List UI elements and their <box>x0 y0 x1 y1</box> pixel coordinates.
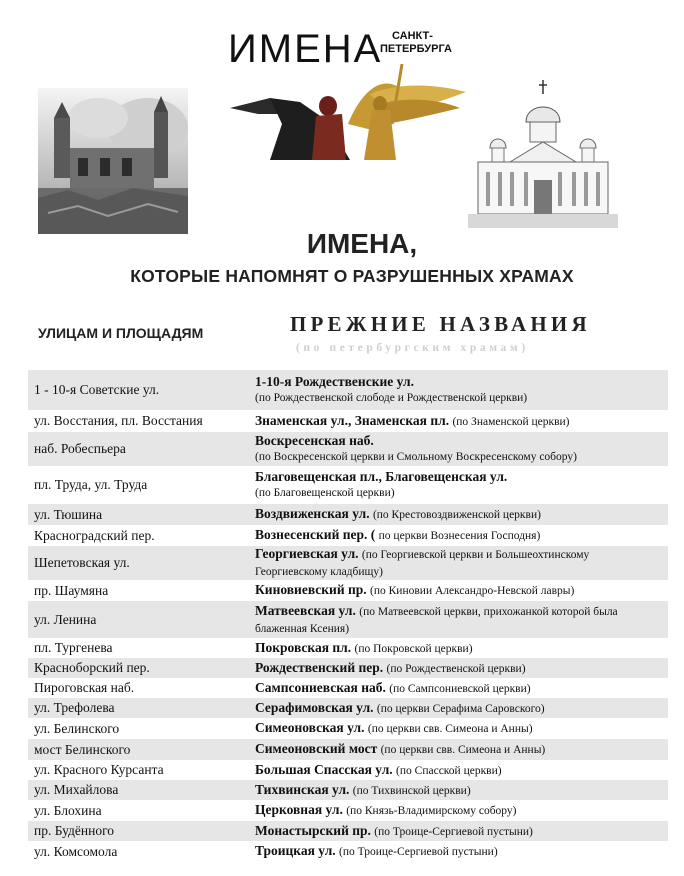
table-row <box>28 821 668 841</box>
former-name-origin-note: (по Воскресенской церкви и Смольному Воскресенскому собору) <box>255 451 577 463</box>
new-street-name: Пироговская наб. <box>34 680 135 695</box>
former-name-cell <box>255 640 668 657</box>
new-street-name: ул. Восстания, пл. Восстания <box>34 413 203 428</box>
table-row <box>28 504 668 525</box>
former-street-name: Троицкая ул. <box>255 843 336 858</box>
former-street-name: Вознесенский пер. ( <box>255 527 376 542</box>
table-row <box>28 466 668 504</box>
former-name-cell <box>255 506 668 523</box>
former-name-cell <box>255 680 668 697</box>
headline <box>0 228 684 288</box>
former-street-name: Сампсониевская наб. <box>255 679 386 695</box>
new-street-name: ул. Белинского <box>34 720 120 736</box>
former-street-name: Знаменская ул., Знаменская пл. <box>255 412 450 428</box>
former-name-origin-note: (по Троице-Сергиевой пустыни) <box>339 846 498 858</box>
headline-subtitle: КОТОРЫЕ НАПОМНЯТ О РАЗРУШЕННЫХ ХРАМАХ <box>130 266 574 286</box>
former-street-name: Матвеевская ул. <box>255 602 356 618</box>
former-street-name: Воскресенская наб. <box>255 433 374 448</box>
former-name-origin-note: (по Георгиевской церкви и Большеохтинскому Георгиевскому кладбищу) <box>255 549 590 578</box>
table-row <box>28 546 668 580</box>
former-name-origin-note: (по Рождественской слободе и Рождественской церкви) <box>255 392 528 404</box>
former-name-origin-note: по церкви Вознесения Господня) <box>378 530 541 542</box>
former-street-name: 1-10-я Рождественские ул. <box>255 374 414 389</box>
former-name-origin-note: (по Спасской церкви) <box>396 764 502 777</box>
table-row <box>28 601 668 638</box>
former-name-origin-note: (по Сампсониевской церкви) <box>389 682 531 695</box>
former-name-origin-note: (по Крестовоздвиженской церкви) <box>372 509 541 521</box>
table-row <box>28 580 668 601</box>
table-row <box>28 698 668 718</box>
former-street-name: Покровская пл. <box>255 639 352 655</box>
ruined-church-photo <box>38 88 188 234</box>
former-name-cell <box>255 527 668 544</box>
new-street-name: ул. Тюшина <box>34 506 103 522</box>
table-row <box>28 780 668 800</box>
former-street-name: Церковная ул. <box>255 802 343 817</box>
former-street-name: Тихвинская ул. <box>255 781 350 797</box>
new-street-name: Красноборский пер. <box>34 660 150 675</box>
new-street-name: пл. Труда, ул. Труда <box>34 477 148 492</box>
former-name-origin-note: (по Князь-Владимирскому собору) <box>346 805 517 817</box>
former-street-name: Рождественский пер. <box>255 659 384 675</box>
former-name-origin-note: (по Знаменской церкви) <box>452 415 570 428</box>
former-name-cell <box>255 582 668 599</box>
table-row <box>28 432 668 466</box>
former-street-name: Симеоновский мост <box>255 741 378 756</box>
new-street-name: пр. Будённого <box>34 823 115 838</box>
former-street-name: Симеоновская ул. <box>255 720 365 735</box>
new-street-name: пл. Тургенева <box>34 640 113 655</box>
former-street-name: Воздвиженская ул. <box>255 506 370 521</box>
former-street-name: Большая Спасская ул. <box>255 761 393 777</box>
new-street-name: наб. Робеспьера <box>34 441 126 456</box>
monument-with-angel-photo <box>230 64 466 160</box>
former-name-cell <box>255 741 668 758</box>
former-name-origin-note: (по Благовещенской церкви) <box>255 487 395 499</box>
former-name-origin-note: (по Киновии Александро-Невской лавры) <box>370 585 575 597</box>
new-street-name: ул. Комсомола <box>34 843 118 859</box>
former-name-cell <box>255 700 668 717</box>
former-name-origin-note: (по Матвеевской церкви, прихожанкой которой была блаженная Ксения) <box>255 605 618 635</box>
new-street-name: ул. Ленина <box>34 611 97 627</box>
former-name-cell <box>255 762 668 779</box>
former-name-cell <box>255 546 668 580</box>
former-name-cell <box>255 433 668 465</box>
headline-title: ИМЕНА, <box>306 228 418 259</box>
former-street-name: Георгиевская ул. <box>255 546 359 561</box>
new-street-name: ул. Блохина <box>34 802 102 818</box>
former-name-origin-note: (по Тихвинской церкви) <box>352 784 471 797</box>
logo-main-text: ИМЕНА <box>228 27 383 71</box>
new-street-name: 1 - 10-я Советские ул. <box>34 382 160 397</box>
former-name-origin-note: (по церкви свв. Симеона и Анны) <box>367 723 533 735</box>
former-name-origin-note: (по церкви Серафима Саровского) <box>376 702 545 715</box>
former-name-origin-note: (по Рождественской церкви) <box>386 662 526 675</box>
cathedral-photo <box>468 76 618 228</box>
new-street-name: ул. Красного Курсанта <box>34 762 164 777</box>
column-header-new-names: УЛИЦАМ И ПЛОЩАДЯМ <box>38 325 204 341</box>
former-street-name: Монастырский пр. <box>255 822 371 838</box>
former-name-cell <box>255 469 668 501</box>
former-name-cell <box>255 413 668 430</box>
new-street-name: пр. Шаумяна <box>34 582 109 598</box>
table-row <box>28 638 668 658</box>
new-street-name: ул. Трефолева <box>34 700 115 715</box>
former-name-cell <box>255 802 668 819</box>
table-row <box>28 410 668 432</box>
former-name-cell <box>255 374 668 406</box>
table-row <box>28 739 668 760</box>
former-name-origin-note: (по церкви свв. Симеона и Анны) <box>380 744 546 756</box>
logo-city-text-2: ПЕТЕРБУРГА <box>380 43 452 55</box>
former-name-cell <box>255 603 668 637</box>
former-name-cell <box>255 660 668 677</box>
new-street-name: Шепетовская ул. <box>34 555 130 570</box>
table-row <box>28 760 668 780</box>
new-street-name: ул. Михайлова <box>34 782 119 797</box>
table-row <box>28 718 668 739</box>
table-row <box>28 841 668 862</box>
former-name-cell <box>255 843 668 860</box>
former-name-cell <box>255 720 668 737</box>
column-subheader-old-names: (по петербургским храмам) <box>296 342 529 354</box>
table-row <box>28 370 668 410</box>
table-row <box>28 658 668 678</box>
former-street-name: Киновиевский пр. <box>255 582 367 597</box>
logo-city-text-1: САНКТ- <box>392 30 433 42</box>
new-street-name: мост Белинского <box>34 741 131 757</box>
former-name-origin-note: (по Троице-Сергиевой пустыни) <box>374 825 533 838</box>
former-name-cell <box>255 823 668 840</box>
names-table <box>28 370 668 862</box>
new-street-name: Красноградский пер. <box>34 527 155 543</box>
former-street-name: Благовещенская пл., Благовещенская ул. <box>255 469 508 484</box>
column-header-old-names: ПРЕЖНИЕ НАЗВАНИЯ <box>290 312 591 336</box>
former-street-name: Серафимовская ул. <box>255 699 374 715</box>
former-name-cell <box>255 782 668 799</box>
table-row <box>28 525 668 546</box>
former-name-origin-note: (по Покровской церкви) <box>354 642 473 655</box>
table-row <box>28 678 668 698</box>
table-row <box>28 800 668 821</box>
